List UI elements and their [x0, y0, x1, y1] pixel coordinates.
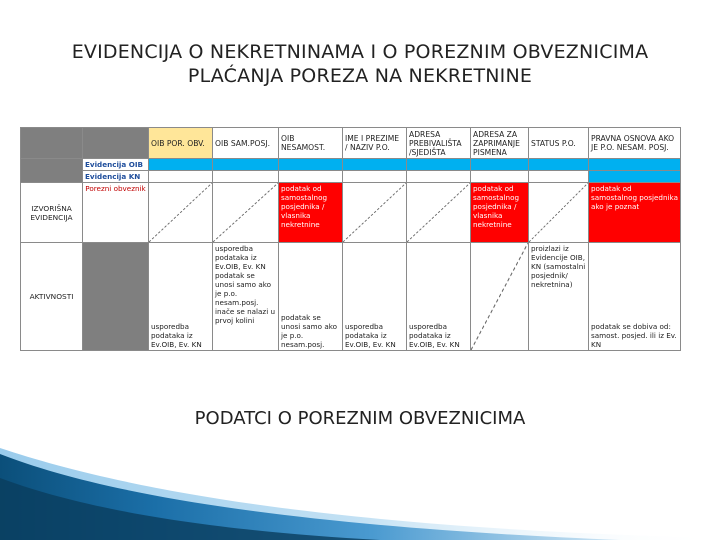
- blue-cell: [149, 159, 213, 171]
- corner-cell: [21, 128, 83, 159]
- cell-proizlazi: proizlazi iz Evidencije OIB, KN (samostalni posjednik/ nekretnina): [529, 243, 589, 351]
- cell-podatak-unosi: podatak se unosi samo ako je p.o.: [281, 313, 338, 340]
- cell-sam-posj: [213, 243, 279, 351]
- blue-cell: [589, 171, 681, 183]
- slide-title-line1: EVIDENCIJA O NEKRETNINAMA I O POREZNIM OBVEZNICIMA: [71, 41, 649, 63]
- header-adresa-pismena: ADRESA ZA ZAPRIMANJE PISMENA: [471, 128, 529, 159]
- slide-title: [0, 40, 720, 88]
- gray-cell: [83, 243, 149, 351]
- header-oib-nesamost: OIB NESAMOST.: [279, 128, 343, 159]
- header-oib-sam-posj: OIB SAM.POSJ.: [213, 128, 279, 159]
- empty-cell: [213, 171, 279, 183]
- cell-red-pismena: podatak od samostalnog posjednika / vlasnika nekretnine: [471, 183, 529, 243]
- header-oib-por-obv: OIB POR. OBV.: [149, 128, 213, 159]
- cell-podatak-unos: podatak se unosi samo ako je p.o.: [215, 271, 272, 298]
- gray-cell: [21, 159, 83, 183]
- empty-cell: [407, 171, 471, 183]
- cell-red-pravna: podatak od samostalnog posjednika ako je poznat: [589, 183, 681, 243]
- slide-title-line2: PLAĆANJA POREZA NA NEKRETNINE: [187, 65, 533, 87]
- cell-nesamost: [279, 243, 343, 351]
- blue-cell: [407, 159, 471, 171]
- decorative-ribbon: [0, 448, 720, 540]
- cell-usporedba-oib-1: usporedba podataka iz Ev.OIB, Ev. KN: [149, 243, 213, 351]
- header-adresa-prebivalista: ADRESA PREBIVALIŠTA /SJEDIŠTA: [407, 128, 471, 159]
- taxpayer-data-table: [20, 127, 681, 351]
- section-subtitle: PODATCI O POREZNIM OBVEZNICIMA: [194, 408, 526, 429]
- row-label-izvorisna: IZVORIŠNA EVIDENCIJA: [21, 183, 83, 243]
- cell-nesam-posj: nesam.posj. inače se nalazi u prvoj kolini: [215, 298, 276, 325]
- blank-header-cell: [83, 128, 149, 159]
- blue-cell: [213, 159, 279, 171]
- cell-usporedba-oib-2: usporedba podataka iz Ev.OIB, Ev. KN: [343, 243, 407, 351]
- taxpayer-data-table-image: [20, 127, 680, 365]
- cell-usporedba-oib-3: usporedba podataka iz Ev.OIB, Ev. KN: [407, 243, 471, 351]
- row-label-evidencija-oib: Evidencija OIB: [83, 159, 149, 171]
- diagonal-cell: [529, 183, 589, 243]
- row-label-aktivnosti: AKTIVNOSTI: [21, 243, 83, 351]
- header-status: STATUS P.O.: [529, 128, 589, 159]
- diagonal-cell: [343, 183, 407, 243]
- diagonal-cell: [471, 243, 529, 351]
- blue-cell: [471, 159, 529, 171]
- row-label-evidencija-kn: Evidencija KN: [83, 171, 149, 183]
- empty-cell: [529, 171, 589, 183]
- empty-cell: [471, 171, 529, 183]
- blue-cell: [343, 159, 407, 171]
- empty-cell: [149, 171, 213, 183]
- header-ime-prezime: IME I PREZIME / NAZIV P.O.: [343, 128, 407, 159]
- diagonal-cell: [213, 183, 279, 243]
- cell-nesam-posj2: nesam.posj.: [281, 340, 325, 349]
- empty-cell: [279, 171, 343, 183]
- blue-cell: [529, 159, 589, 171]
- header-pravna-osnova: PRAVNA OSNOVA AKO JE P.O. NESAM. POSJ.: [589, 128, 681, 159]
- row-label-porezni-obveznik: Porezni obveznik: [83, 183, 149, 243]
- blue-cell: [589, 159, 681, 171]
- blue-cell: [279, 159, 343, 171]
- cell-usporedba-ev-kn: usporedba podataka iz Ev.OIB, Ev. KN: [215, 244, 266, 271]
- diagonal-cell: [149, 183, 213, 243]
- empty-cell: [343, 171, 407, 183]
- cell-pravna-aktiv: podatak se dobiva od: samost. posjed. ili iz Ev. KN: [589, 243, 681, 351]
- diagonal-cell: [407, 183, 471, 243]
- cell-red-nesamost: podatak od samostalnog posjednika / vlasnika nekretnine: [279, 183, 343, 243]
